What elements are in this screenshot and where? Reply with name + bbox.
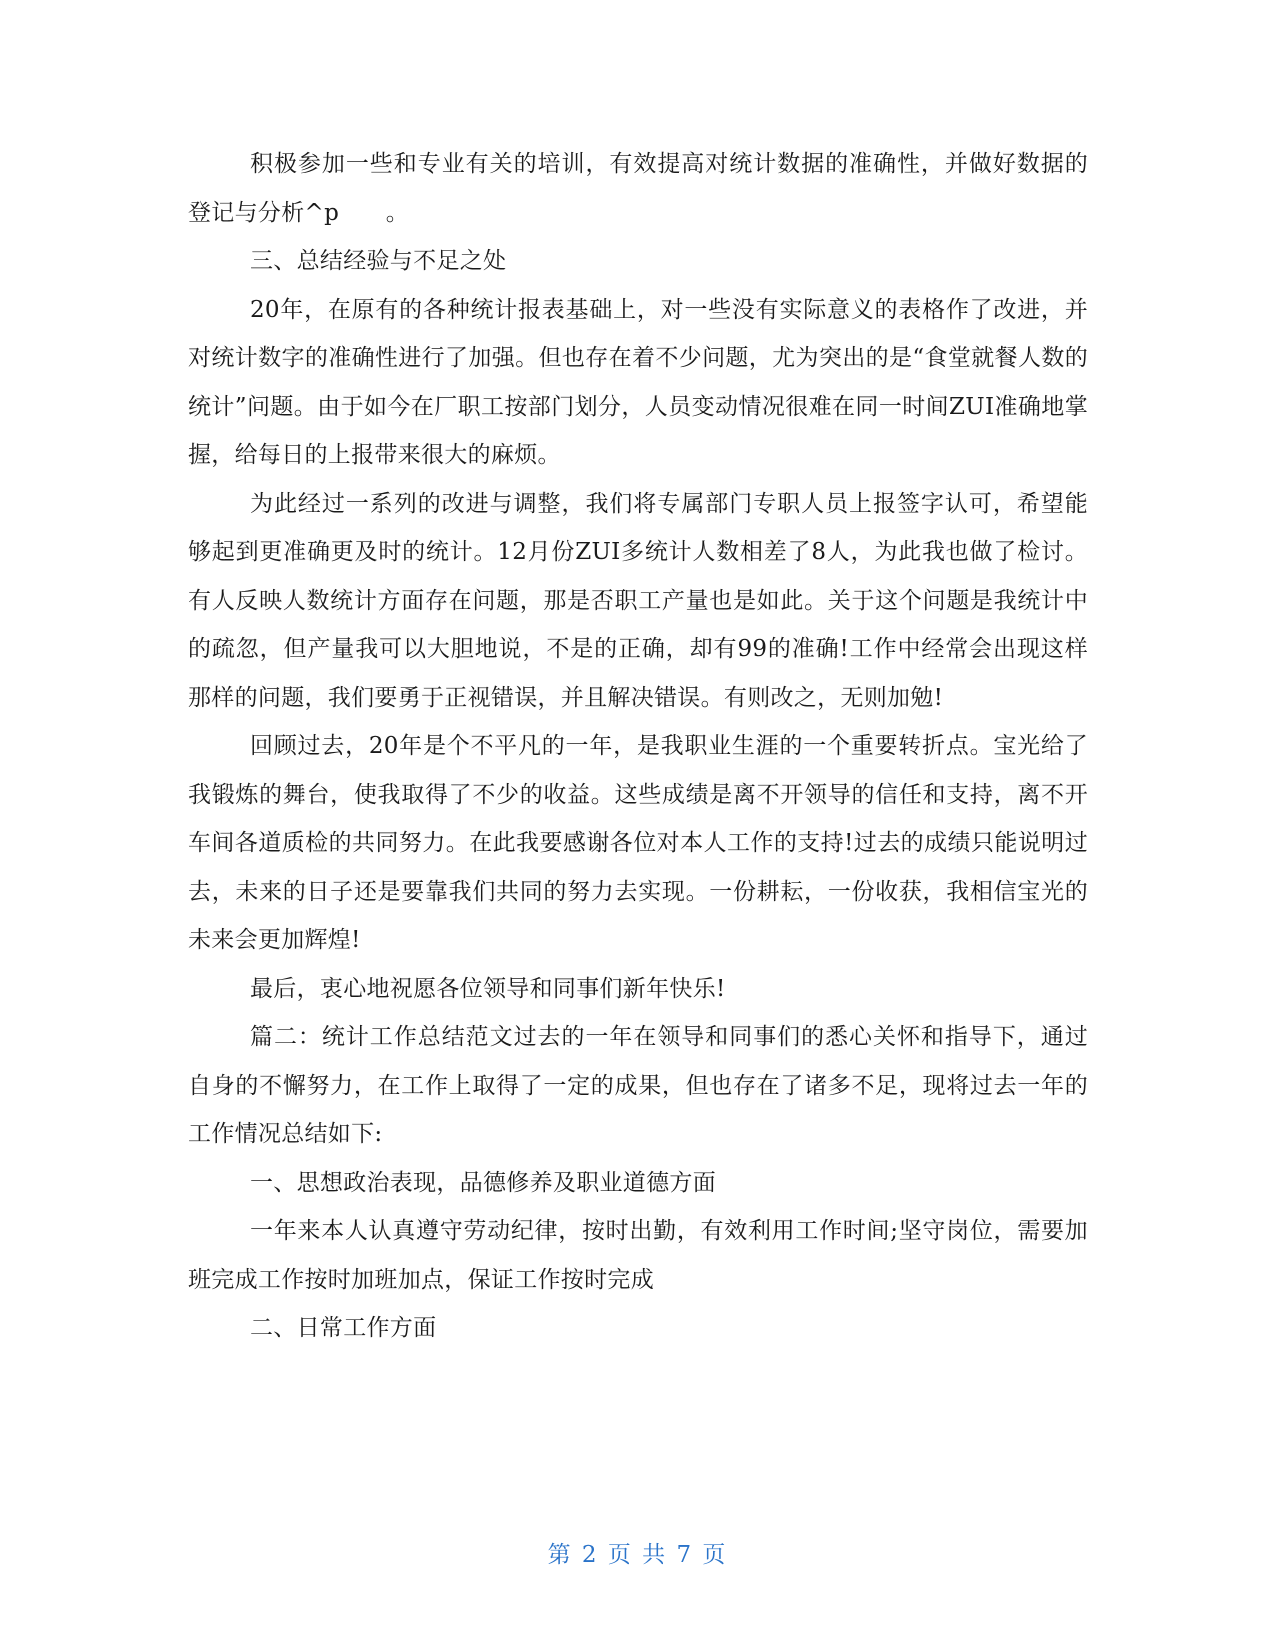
paragraph-adjustment: 为此经过一系列的改进与调整，我们将专属部门专职人员上报签字认可，希望能够起到更准确更及时的统计。12月份ZUI多统计人数相差了8人，为此我也做了检讨。有人反映人数统计方面存在问题，那是否职工产量也是如此。关于这个问题是我统计中的疏忽，但产量我可以大胆地说，不是的正确，却有99的准确!工作中经常会出现这样那样的问题，我们要勇于正视错误，并且解决错误。有则改之，无则加勉! (188, 490, 1088, 711)
paragraph-training: 积极参加一些和专业有关的培训，有效提高对统计数据的准确性，并做好数据的登记与分析^p 。 (188, 151, 1088, 226)
paragraph-part-two-intro: 篇二：统计工作总结范文过去的一年在领导和同事们的悉心关怀和指导下，通过自身的不懈努力，在工作上取得了一定的成果，但也存在了诸多不足，现将过去一年的工作情况总结如下: (188, 1024, 1088, 1147)
page-number-footer (0, 1536, 1275, 1569)
paragraph-discipline: 一年来本人认真遵守劳动纪律，按时出勤，有效利用工作时间;坚守岗位，需要加班完成工作按时加班加点，保证工作按时完成 (188, 1218, 1088, 1293)
heading-political-performance: 一、思想政治表现，品德修养及职业道德方面 (250, 1169, 716, 1196)
paragraph-report-improvement: 20年，在原有的各种统计报表基础上，对一些没有实际意义的表格作了改进，并对统计数字的准确性进行了加强。但也存在着不少问题，尤为突出的是“食堂就餐人数的统计”问题。由于如今在厂职工按部门划分，人员变动情况很难在同一时间ZUI准确地掌握，给每日的上报带来很大的麻烦。 (188, 296, 1088, 468)
heading-summary-experience: 三、总结经验与不足之处 (250, 248, 507, 274)
heading-daily-work: 二、日常工作方面 (250, 1315, 437, 1341)
paragraph-review: 回顾过去，20年是个不平凡的一年，是我职业生涯的一个重要转折点。宝光给了我锻炼的舞台，使我取得了不少的收益。这些成绩是离不开领导的信任和支持，离不开车间各道质检的共同努力。在此我要感谢各位对本人工作的支持!过去的成绩只能说明过去，未来的日子还是要靠我们共同的努力去实现。一份耕耘，一份收获，我相信宝光的未来会更加辉煌! (188, 733, 1088, 953)
paragraph-wishes: 最后，衷心地祝愿各位领导和同事们新年快乐! (250, 975, 726, 1002)
page-number-label: 第 2 页 共 7 页 (547, 1542, 728, 1568)
document-body (188, 140, 1088, 1353)
